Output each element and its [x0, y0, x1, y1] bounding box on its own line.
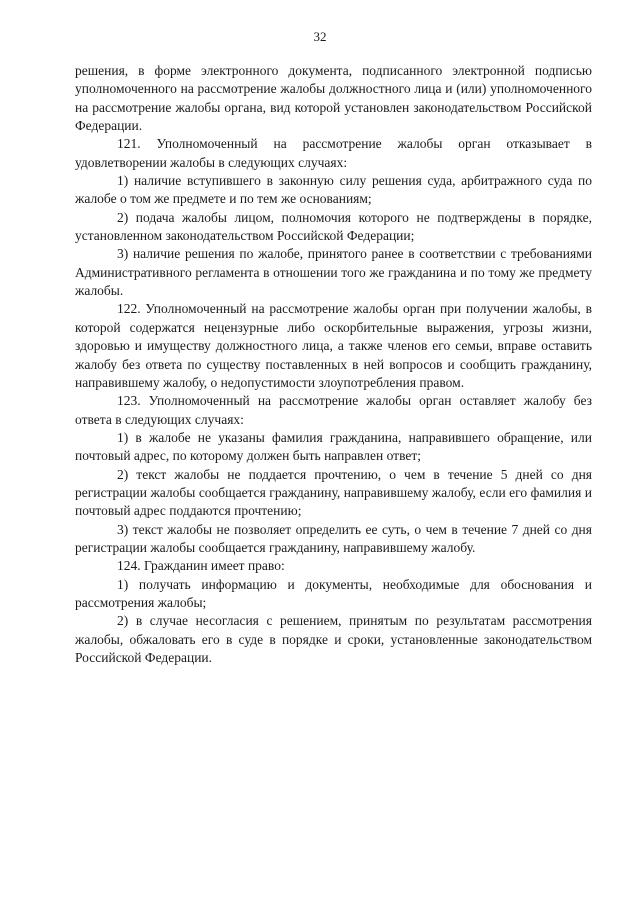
paragraph-121-item-1: 1) наличие вступившего в законную силу решения суда, арбитражного суда по жалобе о том же предмете и по тем же основаниям; [75, 173, 592, 207]
paragraph-124: 124. Гражданин имеет право: [117, 558, 285, 574]
paragraph-123-item-1: 1) в жалобе не указаны фамилия гражданина, направившего обращение, или почтовый адрес, по которому должен быть направлен ответ; [75, 429, 592, 464]
paragraph-121-item-3: 3) наличие решения по жалобе, принятого ранее в соответствии с требованиями Административного регламента в отношении того же гражданина и по тому же предмету жалобы. [75, 246, 592, 299]
document-body [75, 62, 592, 667]
paragraph-123-item-3: 3) текст жалобы не позволяет определить ее суть, о чем в течение 7 дней со дня регистрации жалобы сообщается гражданину, направившему жалобу. [75, 521, 592, 555]
paragraph-124-item-1: 1) получать информацию и документы, необходимые для обоснования и рассмотрения жалобы; [75, 576, 592, 610]
paragraph-123: 123. Уполномоченный на рассмотрение жалобы орган оставляет жалобу без ответа в следующих случаях: [75, 393, 592, 427]
page-number: 32 [313, 29, 327, 44]
paragraph-continuation: решения, в форме электронного документа, подписанного электронной подписью уполномоченного на рассмотрение жалобы должностного лица и (или) уполномоченного на рассмотрение жалобы органа, вид которой установлен законодательством Российской Федерации. [75, 63, 592, 134]
paragraph-121-item-2: 2) подача жалобы лицом, полномочия которого не подтверждены в порядке, установленном законодательством Российской Федерации; [75, 209, 592, 244]
paragraph-124-item-2: 2) в случае несогласия с решением, принятым по результатам рассмотрения жалобы, обжаловать его в суде в порядке и сроки, установленные законодательством Российской Федерации. [75, 613, 592, 665]
paragraph-123-item-2: 2) текст жалобы не поддается прочтению, о чем в течение 5 дней со дня регистрации жалобы сообщается гражданину, направившему жалобу, если его фамилия и почтовый адрес поддаются прочтению; [75, 466, 592, 519]
paragraph-122: 122. Уполномоченный на рассмотрение жалобы орган при получении жалобы, в которой содержатся нецензурные либо оскорбительные выражения, угрозы жизни, здоровью и имуществу должностного лица, а также членов его семьи, вправе оставить жалобу без ответа по существу поставленных в ней вопросов и сообщить гражданину, направившему жалобу, о недопустимости злоупотребления правом. [75, 301, 592, 390]
paragraph-121: 121. Уполномоченный на рассмотрение жалобы орган отказывает в удовлетворении жалобы в следующих случаях: [75, 136, 592, 170]
